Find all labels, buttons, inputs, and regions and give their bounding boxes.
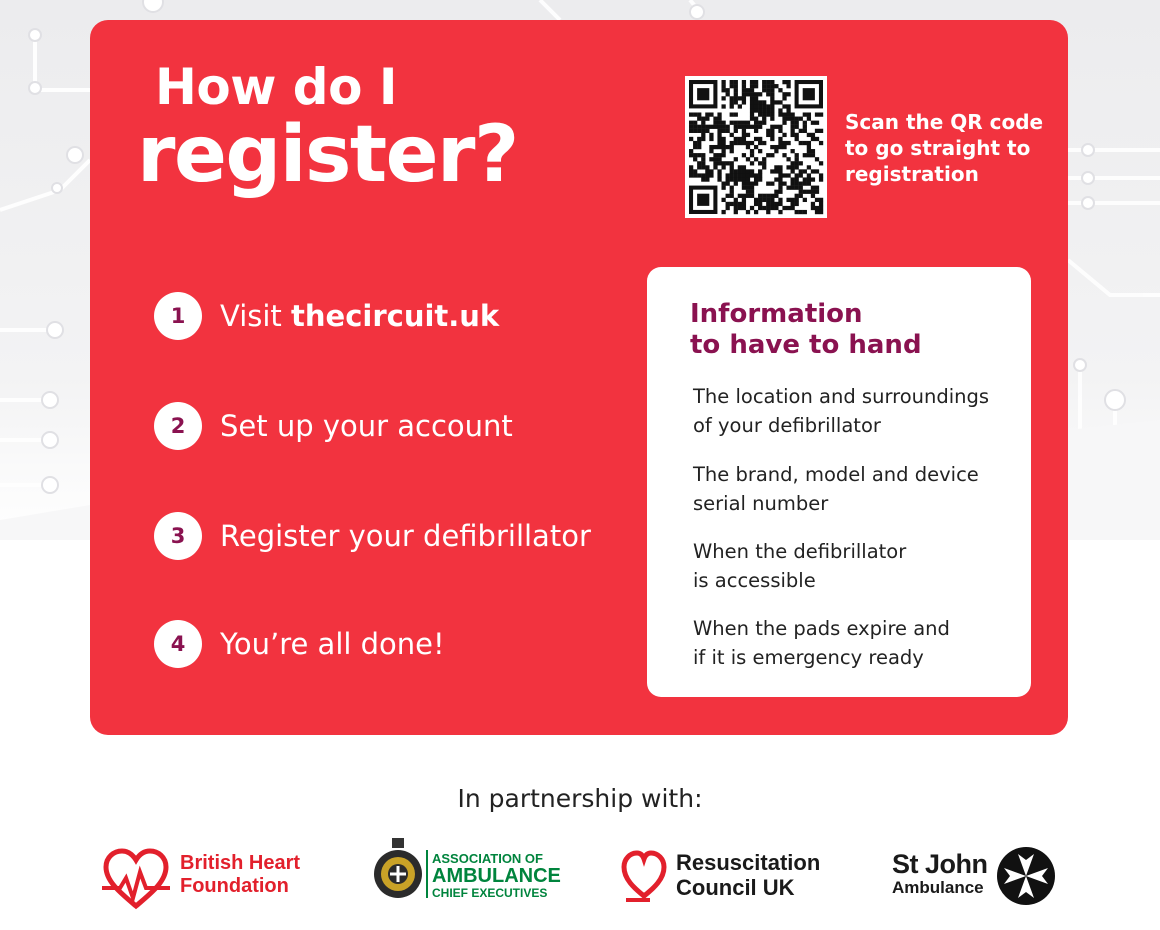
step-number-badge: 2 [154, 402, 202, 450]
aace-name-line: CHIEF EXECUTIVES [432, 886, 548, 900]
qr-caption [845, 109, 1045, 187]
info-item-line: The brand, model and device [693, 463, 979, 486]
info-item [693, 382, 1013, 440]
qr-caption-line: to go straight to [845, 136, 1031, 160]
info-box [647, 267, 1031, 697]
step-text-prefix: Visit [220, 299, 292, 333]
bhf-logo[interactable] [100, 846, 320, 910]
qr-code-graphic [685, 76, 827, 218]
qr-caption-line: Scan the QR code [845, 110, 1044, 134]
aace-divider [426, 850, 428, 898]
info-item-line: The location and surroundings [693, 385, 990, 408]
sja-name-line: Ambulance [892, 878, 984, 897]
rcuk-logo[interactable] [620, 846, 840, 906]
info-item [693, 614, 1013, 672]
step-text [220, 299, 499, 333]
heading-line-2: register? [137, 110, 518, 200]
aace-logo[interactable] [372, 836, 572, 906]
aace-name-line: ASSOCIATION OF [432, 851, 543, 866]
bhf-heart-icon [100, 848, 172, 910]
step-text: Set up your account [220, 409, 513, 443]
rcuk-name-line: Council UK [676, 875, 795, 900]
rcuk-heart-icon [620, 848, 668, 904]
step-2 [154, 402, 513, 450]
info-box-title [690, 299, 1020, 361]
heading-line-1: How do I [155, 58, 397, 116]
step-4 [154, 620, 445, 668]
qr-caption-line: registration [845, 162, 979, 186]
info-item-line: When the pads expire and [693, 617, 950, 640]
info-item [693, 537, 1013, 595]
step-1 [154, 292, 499, 340]
info-title-line: Information [690, 299, 863, 329]
aace-crest-icon [372, 836, 424, 902]
partnership-label: In partnership with: [457, 784, 703, 813]
info-item-line: When the defibrillator [693, 540, 907, 563]
info-item-line: serial number [693, 492, 829, 515]
info-item [693, 460, 1013, 518]
step-text: Register your defibrillator [220, 519, 591, 553]
step-text: You’re all done! [220, 627, 445, 661]
info-item-line: is accessible [693, 569, 816, 592]
step-3 [154, 512, 591, 560]
bhf-name-line: British Heart [180, 852, 301, 874]
info-title-line: to have to hand [690, 330, 922, 360]
info-item-line: if it is emergency ready [693, 646, 924, 669]
maltese-cross-icon [996, 846, 1056, 906]
info-item-line: of your defibrillator [693, 414, 881, 437]
sja-name-line: St John [892, 849, 988, 879]
aace-name-line: AMBULANCE [432, 865, 561, 887]
step-number-badge: 1 [154, 292, 202, 340]
step-number-badge: 3 [154, 512, 202, 560]
website-link[interactable]: thecircuit.uk [291, 299, 500, 333]
qr-code[interactable] [685, 76, 827, 218]
sja-logo[interactable] [892, 846, 1062, 908]
rcuk-name-line: Resuscitation [676, 850, 821, 875]
step-number-badge: 4 [154, 620, 202, 668]
bhf-name-line: Foundation [180, 875, 289, 897]
